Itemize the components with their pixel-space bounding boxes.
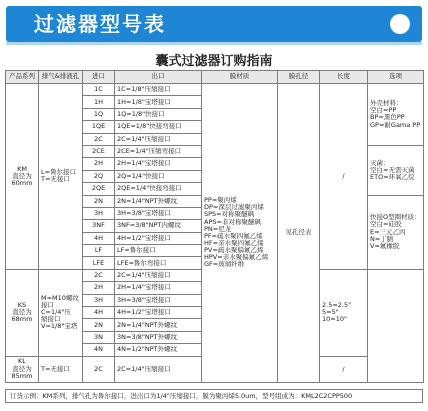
outlet-cell: 2N=1/4"NPT外螺纹 [115,319,202,331]
order-guide-table [5,70,424,383]
outlet-cell: 3H=3/8"宝塔接口 [115,207,202,219]
outlet-cell: 2H=1/4"宝塔接口 [115,158,202,170]
inlet-cell: 3NF [83,220,115,232]
header-vent: 排气&排液孔 [39,71,83,84]
outlet-cell: 4N=1/2"NPT外螺纹 [115,344,202,356]
header-length: 长度 [320,71,368,84]
banner-underline [6,42,422,45]
title-banner [6,6,422,42]
outlet-cell: LFE=鲁尔弯接口 [115,257,202,269]
outlet-cell: 2C=1/4"压缩接口 [115,133,202,145]
outlet-cell: 1C=1/8"压缩接口 [115,84,202,96]
inlet-cell: 2CE [83,145,115,157]
outlet-cell: 3NF=3/8"NPT内螺纹 [115,220,202,232]
inlet-cell: 2C [83,269,115,281]
inlet-cell: 4N [83,344,115,356]
inlet-cell: 3H [83,294,115,306]
banner-decoration [390,14,410,34]
outlet-cell: 2CE=1/4"压缩弯接口 [115,145,202,157]
header-inlet: 进口 [83,71,115,84]
option-sterile: 灭菌： 空白=无需灭菌 ETO=环氧乙烷 [368,145,424,195]
series-ks: KS 直径为 68mm [6,269,39,356]
outlet-cell: 3N=3/8"NPT外螺纹 [115,331,202,343]
inlet-cell: 2H [83,282,115,294]
table-row [6,84,424,96]
header-pore: 膜孔径 [278,71,320,84]
inlet-cell: LFE [83,257,115,269]
options-empty [368,269,424,382]
header-options: 选项 [368,71,424,84]
inlet-cell: 2QE [83,183,115,195]
vent-ks: M=M10螺纹 接口 C=1/4"压 缩接口 V=1/8"宝塔 [39,269,83,356]
outlet-cell: 2QE=1/4"快接弯接口 [115,183,202,195]
inlet-cell: 3N [83,331,115,343]
inlet-cell: 3H [83,207,115,219]
outlet-cell: 2N=1/4"NPT外螺纹 [115,195,202,207]
inlet-cell: 4H [83,307,115,319]
header-outlet: 出口 [115,71,202,84]
inlet-cell: 2C [83,133,115,145]
inlet-cell: 1H [83,96,115,108]
inlet-cell: 2N [83,319,115,331]
inlet-cell: 2Q [83,170,115,182]
inlet-cell: 2N [83,195,115,207]
membrane-cell: PP=聚丙烯 DP=深层过滤聚丙烯 SPS=对称聚醚砜 APS=非对称聚醚砜 PN=尼龙 PF=疏水聚四氟乙烯 HF=亲水聚四氟乙烯 PV=疏水聚偏氟乙烯 HPV=亲水聚偏氟乙烯 GF=玻璃纤维 [202,84,278,383]
outlet-cell: 1H=1/8"宝塔接口 [115,96,202,108]
document-title: 囊式过滤器订购指南 [155,54,273,69]
length-km: / [320,84,368,270]
vent-km: L=鲁尔接口 T=无接口 [39,84,83,270]
outlet-cell: 1QE=1/8"快接弯接口 [115,121,202,133]
inlet-cell: 2C [83,356,115,382]
series-km: KM 直径为 60mm [6,84,39,270]
order-example-note: 订货示例：KM系列，排气孔为鲁尔接口，进出口为1/4"压缩接口，膜为聚丙烯5.0um，型号组成为：KML2C2CPP500 [5,389,423,403]
outlet-cell: LF=鲁尔接口 [115,245,202,257]
outlet-cell: 2C=1/4"压缩接口 [115,356,202,382]
inlet-cell: 1C [83,84,115,96]
outlet-cell: 3H=3/8"宝塔接口 [115,294,202,306]
outlet-cell: 4H=1/2"宝塔接口 [115,307,202,319]
outlet-cell: 2Q=1/4"快接口 [115,170,202,182]
outlet-cell: 2H=1/4"宝塔接口 [115,282,202,294]
banner-title: 过滤器型号表 [34,12,166,36]
length-kl: / [320,356,368,382]
inlet-cell: 1Q [83,108,115,120]
inlet-cell: LF [83,245,115,257]
option-shell: 外壳材料： 空白=PP BP=黑色PP GP=耐Gama PP [368,84,424,146]
option-oring: 快接O型圈材质： 空白=硅胶 E=三元乙丙 N=丁腈 V=氟橡胶 [368,195,424,269]
inlet-cell: 2H [83,158,115,170]
inlet-cell: 4H [83,232,115,244]
outlet-cell: 1Q=1/8"快接口 [115,108,202,120]
header-series: 产品系列 [6,71,39,84]
pore-cell: 见孔径表 [278,84,320,383]
header-membrane: 膜材质 [202,71,278,84]
outlet-cell: 4H=1/2"宝塔接口 [115,232,202,244]
vent-kl: T=无接口 [39,356,83,382]
length-ks: 2.5=2.5" 5=5" 10=10" [320,269,368,356]
series-kl: KL 直径为 85mm [6,356,39,382]
outlet-cell: 2C=1/4"压缩接口 [115,269,202,281]
table-header-row [6,71,424,84]
inlet-cell: 1QE [83,121,115,133]
